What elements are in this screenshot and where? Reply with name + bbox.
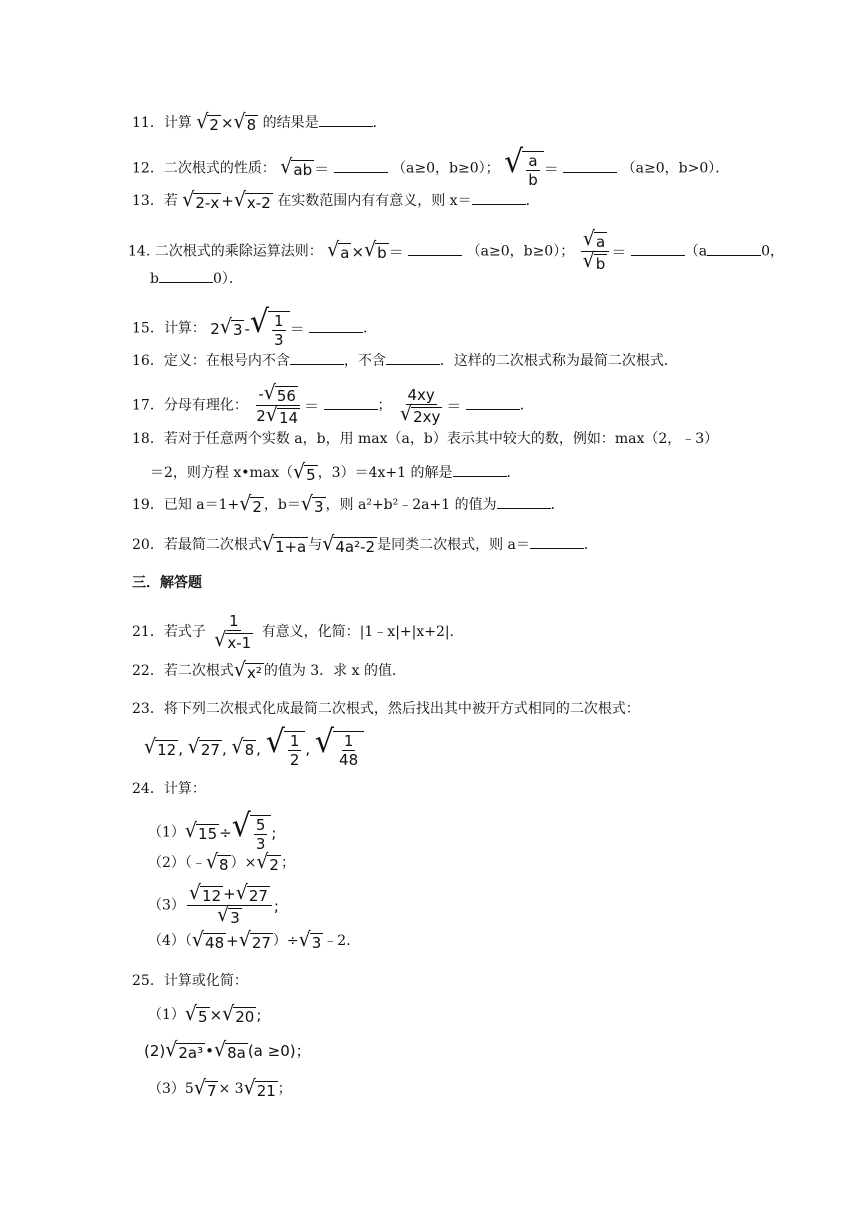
- question-11: 11．计算 √ 2 × √ 8 的结果是 ．: [132, 109, 387, 134]
- section-heading: 三．解答题: [132, 575, 202, 591]
- answer-blank[interactable]: [159, 268, 213, 283]
- q24-part-1: （1） √ 15 ÷ √ $\frac{5}{3}$ ;: [148, 807, 277, 853]
- question-23: 23．将下列二次根式化成最简二次根式，然后找出其中被开方式相同的二次根式：: [132, 701, 640, 717]
- answer-blank[interactable]: [386, 350, 440, 365]
- q11-text: 11．计算: [132, 115, 192, 131]
- question-12: 12．二次根式的性质： √ ab ＝ （a≥0，b≥0）； √ $\frac{a}{b}$ ＝ （a≥0，b>0）．: [132, 143, 730, 189]
- question-21: 21．若式子 1 √ x-1 有意义，化简：|1﹣x|+|x+2|．: [132, 612, 464, 652]
- question-18-cont: ＝2，则方程 x•max（ √ 5 ，3）＝4x+1 的解是 ．: [150, 459, 521, 484]
- q24-part-3: （3） √ 12 + √ 27 √ 3 ;: [148, 881, 279, 927]
- question-14-cont: b 0）．: [150, 268, 243, 290]
- answer-blank[interactable]: [563, 158, 617, 173]
- answer-blank[interactable]: [290, 350, 344, 365]
- answer-blank[interactable]: [453, 462, 507, 477]
- answer-blank[interactable]: [334, 158, 388, 173]
- question-13: 13．若 √ 2-x + √ x-2 在实数范围内有有意义，则 x＝ ．: [132, 187, 540, 212]
- question-15: 15．计算： 2 √ 3 - √ $\frac{1}{3}$ ＝ ．: [132, 303, 378, 349]
- question-17: 17．分母有理化： - √ 56 2 √ 14 ＝ ； 4xy √ 2xy ＝ ．: [132, 381, 534, 427]
- answer-blank[interactable]: [466, 395, 520, 410]
- question-25: 25．计算或化简：: [132, 973, 248, 989]
- question-18: 18．若对于任意两个实数 a，b，用 max（a，b）表示其中较大的数，例如：max（2，﹣3）: [132, 431, 719, 447]
- question-23-list: √ 12 , √ 27 , √ 8 , √ $\frac{1}{2}$ , √ $\frac{1}{48}$: [144, 728, 364, 769]
- answer-blank[interactable]: [319, 112, 373, 127]
- question-22: 22．若二次根式 √ x² 的值为 3．求 x 的值．: [132, 657, 406, 682]
- answer-blank[interactable]: [309, 318, 363, 333]
- answer-blank[interactable]: [408, 241, 462, 256]
- q24-part-2: （2）（﹣ √ 8 ）× √ 2 ；: [148, 849, 295, 874]
- answer-blank[interactable]: [472, 190, 526, 205]
- answer-blank[interactable]: [324, 395, 378, 410]
- question-24: 24．计算：: [132, 781, 206, 797]
- q24-part-4: （4）（ √ 48 + √ 27 ）÷ √ 3 ﹣2．: [148, 927, 361, 952]
- question-14: 14. 二次根式的乘除运算法则： √ a × √ b ＝ （a≥0，b≥0）； √ a √ b ＝ （a 0，: [128, 227, 785, 273]
- answer-blank[interactable]: [631, 241, 685, 256]
- answer-blank[interactable]: [707, 241, 761, 256]
- question-20: 20．若最简二次根式 √ 1+a 与 √ 4a²-2 是同类二次根式，则 a＝ ．: [132, 531, 598, 556]
- q25-part-3: （3）5 √ 7 × 3 √ 21 ；: [148, 1075, 292, 1100]
- q25-part-2: (2) √ 2a³ • √ 8a (a ≥0)；: [144, 1037, 311, 1062]
- question-19: 19．已知 a＝1+ √ 2 ，b＝ √ 3 ，则 a²+b²﹣2a+1 的值为 ．: [132, 491, 565, 516]
- q11-math: √ 2 × √ 8: [196, 109, 257, 134]
- q25-part-1: （1） √ 5 × √ 20 ;: [148, 1001, 262, 1026]
- answer-blank[interactable]: [497, 494, 551, 509]
- answer-blank[interactable]: [530, 534, 584, 549]
- question-16: 16．定义：在根号内不含 ，不含 ．这样的二次根式称为最简二次根式．: [132, 350, 678, 372]
